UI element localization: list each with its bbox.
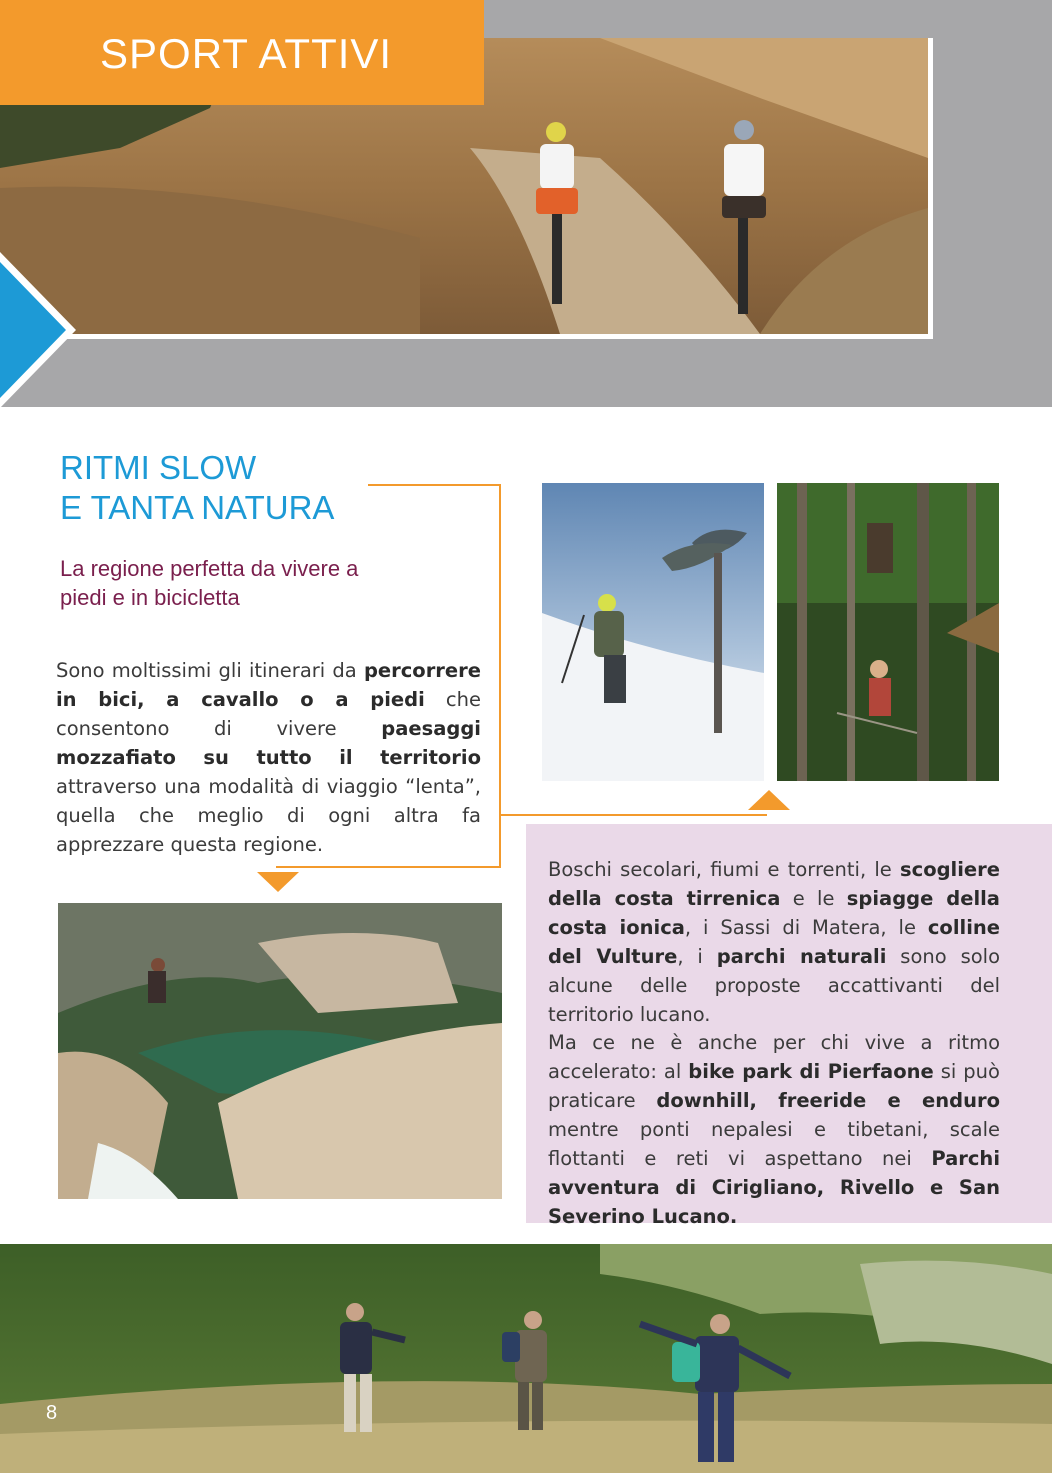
heading-line-1: RITMI SLOW [60, 449, 257, 486]
subheading-line-1: La regione perfetta da vivere a [60, 556, 359, 581]
bold-text-run: parchi naturali [716, 945, 887, 968]
text-run: , i [677, 945, 717, 968]
info-paragraph-2 [548, 1028, 1000, 1231]
forest-adventure-park-photo [777, 483, 999, 781]
bold-text-run: colline del Vulture [548, 916, 1000, 968]
bold-text-run: downhill, freeride e enduro [656, 1089, 1000, 1112]
bold-text-run: Parchi avventura di Cirigliano, Rivello e San Severino Lucano. [548, 1147, 1000, 1228]
connector-line-vertical [499, 484, 501, 868]
text-run: Sono moltissimi gli itinerari da [56, 659, 364, 682]
info-paragraph-1 [548, 855, 1000, 1029]
intro-paragraph [56, 656, 481, 859]
section-title: SPORT ATTIVI [100, 30, 393, 77]
river-canyon-photo [58, 903, 502, 1199]
text-run: mentre ponti nepalesi e tibetani, scale flottanti e reti vi aspettano nei [548, 1118, 1000, 1170]
page-number: 8 [46, 1402, 58, 1424]
text-run: sono solo alcune delle proposte accattivanti del territorio lucano. [548, 945, 1001, 1026]
bold-text-run: percorrere in bici, a cavallo o a piedi [56, 659, 481, 711]
connector-line-top [368, 484, 500, 486]
text-run: , i Sassi di Matera, le [684, 916, 928, 939]
text-run: che consentono di vivere [56, 688, 482, 740]
connector-line-bottom [276, 866, 501, 868]
bold-text-run: bike park di Pierfaone [688, 1060, 934, 1083]
article-heading [60, 448, 334, 528]
text-run: si può praticare [548, 1060, 1000, 1112]
up-triangle-marker [748, 790, 790, 810]
text-run: e le [780, 887, 847, 910]
down-triangle-marker [257, 872, 299, 892]
text-run: Ma ce ne è anche per chi vive a ritmo accelerato: al [548, 1031, 1000, 1083]
connector-line-right [501, 814, 767, 816]
bold-text-run: paesaggi mozzafiato su tutto il territorio [56, 717, 481, 769]
snow-hiker-photo [542, 483, 764, 781]
subheading-line-2: piedi e in bicicletta [60, 585, 240, 610]
article-subheading [60, 554, 358, 612]
heading-line-2: E TANTA NATURA [60, 489, 335, 526]
hikers-mountain-photo [0, 1244, 1052, 1473]
blue-arrow-decoration [0, 252, 80, 408]
text-run: attraverso una modalità di viaggio “lenta”, quella che meglio di ogni altra fa apprezzare questa regione. [56, 775, 481, 856]
text-run: Boschi secolari, fiumi e torrenti, le [548, 858, 901, 881]
bold-text-run: spiagge della costa ionica [548, 887, 1000, 939]
bold-text-run: scogliere della costa tirrenica [548, 858, 1000, 910]
